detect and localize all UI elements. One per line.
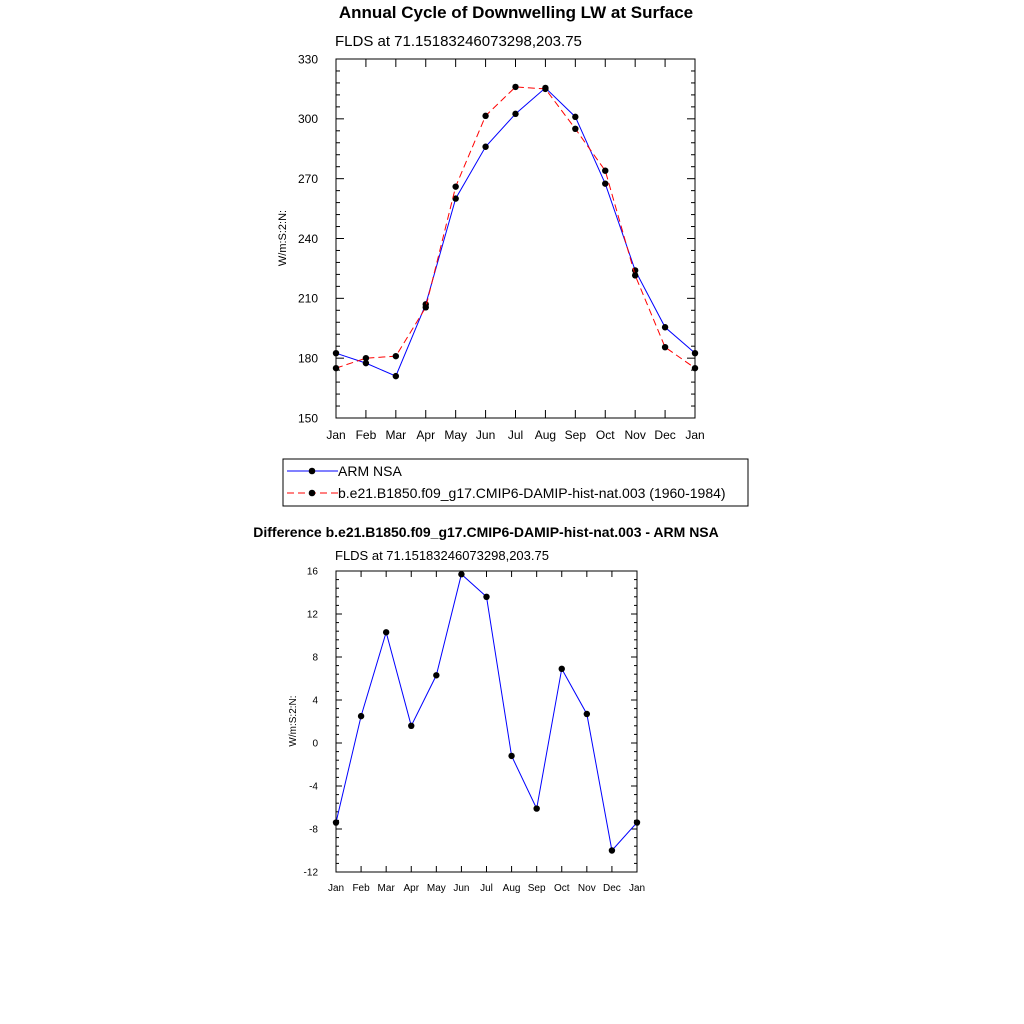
data-point-0 xyxy=(602,180,608,186)
x-tick-label: Jan xyxy=(628,883,646,894)
chart-subtitle: FLDS at 71.15183246073298,203.75 xyxy=(335,33,582,50)
data-point-0 xyxy=(333,350,339,356)
y-tick-label: 240 xyxy=(297,231,318,246)
x-tick-label: Sep xyxy=(527,883,546,894)
data-point-1 xyxy=(512,84,518,90)
legend xyxy=(283,459,748,506)
data-point-1 xyxy=(482,113,488,119)
x-tick-label: Jun xyxy=(453,883,470,894)
data-point-0 xyxy=(483,594,489,600)
x-tick-label: Jul xyxy=(480,883,493,894)
data-point-0 xyxy=(358,713,364,719)
x-tick-label: Nov xyxy=(577,883,596,894)
x-tick-label: Jun xyxy=(475,428,496,442)
y-tick-label: 0 xyxy=(312,738,318,750)
x-tick-label: Jul xyxy=(507,428,524,442)
plot-frame xyxy=(336,571,637,872)
data-point-1 xyxy=(542,86,548,92)
x-tick-label: May xyxy=(444,428,468,442)
legend-marker-model xyxy=(309,490,316,497)
y-axis-label: W/m:S:2:N: xyxy=(277,209,289,267)
x-tick-label: Jan xyxy=(685,428,705,442)
data-point-1 xyxy=(632,272,638,278)
y-tick-label: 180 xyxy=(297,351,318,366)
data-point-0 xyxy=(609,847,615,853)
y-tick-label: 8 xyxy=(312,652,318,664)
data-point-0 xyxy=(572,114,578,120)
y-tick-label: 4 xyxy=(312,695,318,707)
y-tick-label: 330 xyxy=(297,52,318,67)
y-tick-label: 16 xyxy=(306,566,318,578)
data-point-0 xyxy=(512,111,518,117)
difference-y-axis-label: W/m:S:2:N: xyxy=(288,695,299,747)
data-point-1 xyxy=(423,304,429,310)
x-tick-label: May xyxy=(426,883,446,894)
x-tick-label: Mar xyxy=(377,883,395,894)
data-point-0 xyxy=(482,144,488,150)
data-point-1 xyxy=(662,344,668,350)
x-tick-label: Feb xyxy=(352,883,370,894)
data-point-1 xyxy=(572,126,578,132)
data-point-0 xyxy=(508,753,514,759)
data-point-1 xyxy=(333,365,339,371)
difference-subtitle: FLDS at 71.15183246073298,203.75 xyxy=(335,548,549,563)
data-point-0 xyxy=(692,350,698,356)
y-tick-label: 300 xyxy=(297,112,318,127)
y-tick-label: 150 xyxy=(297,411,318,426)
legend-item-model xyxy=(287,485,726,501)
data-point-0 xyxy=(634,819,640,825)
data-point-0 xyxy=(383,629,389,635)
x-tick-label: Feb xyxy=(355,428,377,442)
data-point-0 xyxy=(458,571,464,577)
x-tick-label: Oct xyxy=(595,428,615,442)
x-tick-label: Dec xyxy=(603,883,621,894)
data-point-0 xyxy=(333,819,339,825)
data-point-0 xyxy=(584,711,590,717)
series-line-1 xyxy=(336,87,695,368)
data-point-0 xyxy=(533,805,539,811)
annual-cycle-plot xyxy=(298,52,705,442)
data-point-1 xyxy=(393,353,399,359)
x-tick-label: Nov xyxy=(624,428,646,442)
x-tick-label: Aug xyxy=(502,883,521,894)
difference-title: Difference b.e21.B1850.f09_g17.CMIP6-DAMIP-hist-nat.003 - ARM NSA xyxy=(253,524,719,540)
x-tick-label: Mar xyxy=(385,428,407,442)
data-point-1 xyxy=(692,365,698,371)
data-point-0 xyxy=(662,324,668,330)
x-tick-label: Sep xyxy=(564,428,587,442)
y-tick-label: 270 xyxy=(297,171,318,186)
y-tick-label: -4 xyxy=(309,781,318,793)
y-tick-label: 12 xyxy=(306,609,318,621)
x-tick-label: Jan xyxy=(326,428,346,442)
data-point-0 xyxy=(433,672,439,678)
legend-marker-arm xyxy=(309,468,316,475)
data-point-0 xyxy=(408,723,414,729)
x-tick-label: Apr xyxy=(416,428,436,442)
y-tick-label: 210 xyxy=(297,291,318,306)
y-tick-label: -12 xyxy=(303,867,318,879)
data-point-0 xyxy=(393,373,399,379)
x-tick-label: Apr xyxy=(403,883,420,894)
legend-label-model: b.e21.B1850.f09_g17.CMIP6-DAMIP-hist-nat.003 (1960-1984) xyxy=(338,485,726,501)
x-tick-label: Dec xyxy=(654,428,676,442)
x-tick-label: Jan xyxy=(327,883,345,894)
x-tick-label: Aug xyxy=(534,428,557,442)
series-line-0 xyxy=(336,88,695,376)
data-point-1 xyxy=(602,167,608,173)
y-tick-label: -8 xyxy=(309,824,318,836)
data-point-1 xyxy=(452,183,458,189)
legend-label-arm: ARM NSA xyxy=(338,463,402,479)
data-point-1 xyxy=(363,355,369,361)
data-point-0 xyxy=(559,666,565,672)
x-tick-label: Oct xyxy=(553,883,570,894)
difference-plot xyxy=(304,567,646,894)
series-line-0 xyxy=(336,574,637,850)
chart-title: Annual Cycle of Downwelling LW at Surface xyxy=(338,3,694,22)
